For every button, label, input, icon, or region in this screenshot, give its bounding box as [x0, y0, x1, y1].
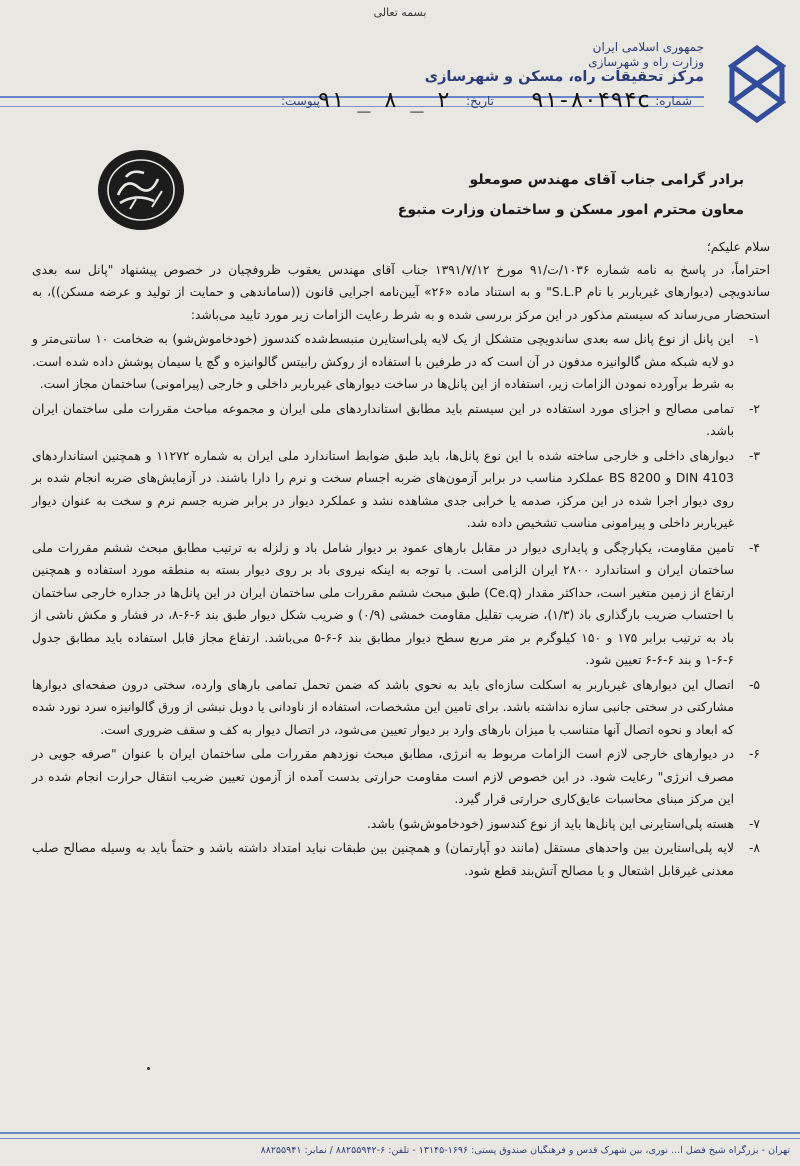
attachment-label: پیوست: [280, 94, 320, 108]
list-item [32, 537, 770, 672]
intro-paragraph: احتراماً، در پاسخ به نامه شماره ۱۰۳۶/ت/۹۱ مورخ ۱۳۹۱/۷/۱۲ جناب آقای مهندس یعقوب ظروفچیان در خصوص پیشنهاد "پانل سه بعدی ساندویچی (دیوارهای غیرباربر با نام S.L.P" و به استناد ماده «۲۶» آیین‌نامه اجرایی قانون ((ساماندهی و حمایت از تولید و عرضه مسکن))، به استحضار می‌رساند که سیستم مذکور در این مرکز بررسی شده و به شرط رعایت الزامات زیر مورد تایید می‌باشد: [32, 262, 770, 322]
item-number: ۴- [748, 540, 760, 555]
list-item [32, 813, 770, 836]
item-number: ۷- [748, 816, 760, 831]
item-text: هسته پلی‌استایرنی این پانل‌ها باید از نوع کندسوز (خودخاموش‌شو) باشد. [366, 816, 734, 831]
greeting: سلام علیکم؛ [706, 240, 770, 254]
recipient-block [398, 165, 744, 225]
item-text: دیوارهای داخلی و خارجی ساخته شده با این نوع پانل‌ها، باید طبق ضوابط استاندارد ملی ایران به شماره ۱۱۲۷۲ و همچنین استانداردهای DIN 4103 و BS 8200 عملکرد مناسب در برابر آزمون‌های ضربه اجسام سخت و نرم را دارا باشند. در آزمایش‌های ضربه انجام شده بر روی دیوار اجرا شده در این مرکز، صدمه یا خرابی جدی مشاهده نشد و عملکرد دیوار در برابر ضربه جسم نرم و سخت به عنوان دیوار غیرباربر داخلی و پیرامونی مناسب تشخیص داده شد. [32, 448, 735, 530]
list-item [32, 743, 770, 811]
item-number: ۲- [748, 401, 760, 416]
list-item [32, 398, 770, 443]
recipient-title: معاون محترم امور مسکن و ساختمان وزارت متبوع [397, 202, 744, 218]
list-item [32, 328, 770, 396]
reference-bar [36, 88, 698, 120]
item-number: ۵- [748, 677, 760, 692]
date-value: ۹۱ _ ۸ _ ۲ [317, 88, 450, 113]
bismillah-heading: بسمه تعالی [373, 6, 427, 19]
org-ministry: وزارت راه و شهرسازی [588, 55, 704, 69]
footer-rule [0, 1132, 800, 1134]
item-text: اتصال این دیوارهای غیرباربر به اسکلت سازه‌ای باید به نحوی باشد که ضمن تحمل تمامی بارهای وارده، سختی درون صفحه‌ای دیوارها مشارکتی در سختی جانبی سازه نداشته باشد. برای تامین این مشخصات، استفاده از ناودانی یا دوبل نبشی از ورق گالوانیزه سرد نورد شده که ابعاد و نحوه اتصال آنها متناسب با میزان بارهای وارد بر دیوار تعیین می‌شود، در اتصال دیوار به کف و سقف ضروری است. [32, 677, 734, 737]
item-text: تمامی مصالح و اجزای مورد استفاده در این سیستم باید مطابق استانداردهای ملی ایران و مجموعه مباحث مقررات ملی ساختمان ایران باشد. [32, 401, 734, 438]
item-text: لایه پلی‌استایرن بین واحدهای مستقل (مانند دو آپارتمان) و همچنین بین طبقات نباید امتداد داشته باشد و حتماً باید به وسیله مصالح صلب معدنی غیرقابل اشتعال و یا مصالح آتش‌بند قطع شود. [32, 841, 734, 878]
ministry-logo-icon [722, 44, 792, 130]
list-item [32, 674, 770, 742]
item-text: در دیوارهای خارجی لازم است الزامات مربوط به انرژی، مطابق مبحث نوزدهم مقررات ملی ساختمان ایران با عنوان "صرفه جویی در مصرف انرژی" رعایت شود. در این خصوص لازم است مقاومت حرارتی بدست آمده از آزمون تعیین ضریب انتقال حرارت انجام شده در این مرکز مبنای محاسبات عایق‌کاری حرارتی قرار گیرد. [32, 747, 734, 806]
list-item [32, 445, 770, 535]
organization-header [425, 40, 704, 85]
date-label: تاریخ: [466, 94, 494, 108]
footer-rule-thin [0, 1138, 800, 1139]
recipient-name: برادر گرامی جناب آقای مهندس صومعلو [469, 172, 744, 188]
item-number: ۳- [748, 448, 760, 463]
item-number: ۶- [748, 747, 760, 761]
org-center: مرکز تحقیقات راه، مسکن و شهرسازی [424, 69, 704, 85]
number-label: شماره: [655, 94, 692, 108]
number-value: ۹۱-۸۰۴۹۴c [530, 88, 650, 113]
item-text: تامین مقاومت، یکپارچگی و پایداری دیوار در مقابل بارهای عمود بر دیوار شامل باد و زلزله به ترتیب مطابق مبحث ششم مقررات ملی ساختمان ایران و استاندارد ۲۸۰۰ ایران الزامی است. با توجه به اینکه نیروی باد بر روی دیوار بسته به منطقه مورد استفاده و همچنین ارتفاع از زمین متغیر است، حداکثر مقدار (Ce.q) طبق مبحث ششم مقررات ملی ساختمان ایران در این پانل‌ها در جداره خارجی ساختمان با احتساب ضریب بارگذاری باد (۱/۳)، ضریب تقلیل مقاومت خمشی (۰/۹) و ضریب شکل دیوار طبق بند ۶-۶-۸، در فشار و مکش ناشی از باد به ترتیب برابر ۱۷۵ و ۱۵۰ کیلوگرم بر متر مربع سطح دیوار مطابق بند ۶-۶-۵ می‌باشد. ارتفاع مجاز قابل استفاده باید مطابق جدول ۶-۶-۱ و بند ۶-۶-۶ تعیین شود. [32, 540, 735, 667]
page-mark [147, 1067, 150, 1070]
letter-body [32, 236, 770, 882]
official-seal-stamp [96, 147, 186, 233]
item-text: این پانل از نوع پانل سه بعدی ساندویچی متشکل از یک لایه پلی‌استایرن منبسط‌شده کندسوز (خودخاموش‌شو) به ضخامت ۱۰ سانتی‌متر و دو لایه شبکه مش گالوانیزه مدفون در آن است که در طرفین با استفاده از روکش رابیتس گالوانیزه و گچ یا سیمان پوشش داده شده است. به شرط برآورده نمودن الزامات زیر، استفاده از این پانل‌ها در ساخت دیوارهای غیرباربر داخلی و خارجی (پیرامونی) ساختمان مجاز است. [32, 332, 734, 391]
list-item [32, 837, 770, 882]
item-number: ۸- [748, 841, 760, 855]
item-number: ۱- [748, 332, 760, 346]
footer-address: تهران - بزرگراه شیخ فضل ا... نوری، بین شهرک قدس و فرهنگیان صندوق پستی: ۱۶۹۶-۱۳۱۴۵ - تلفن: ۶-۸۸۲۵۵۹۴۲ / نمابر: ۸۸۲۵۵۹۴۱ [260, 1145, 790, 1156]
org-country: جمهوری اسلامی ایران [592, 40, 704, 54]
